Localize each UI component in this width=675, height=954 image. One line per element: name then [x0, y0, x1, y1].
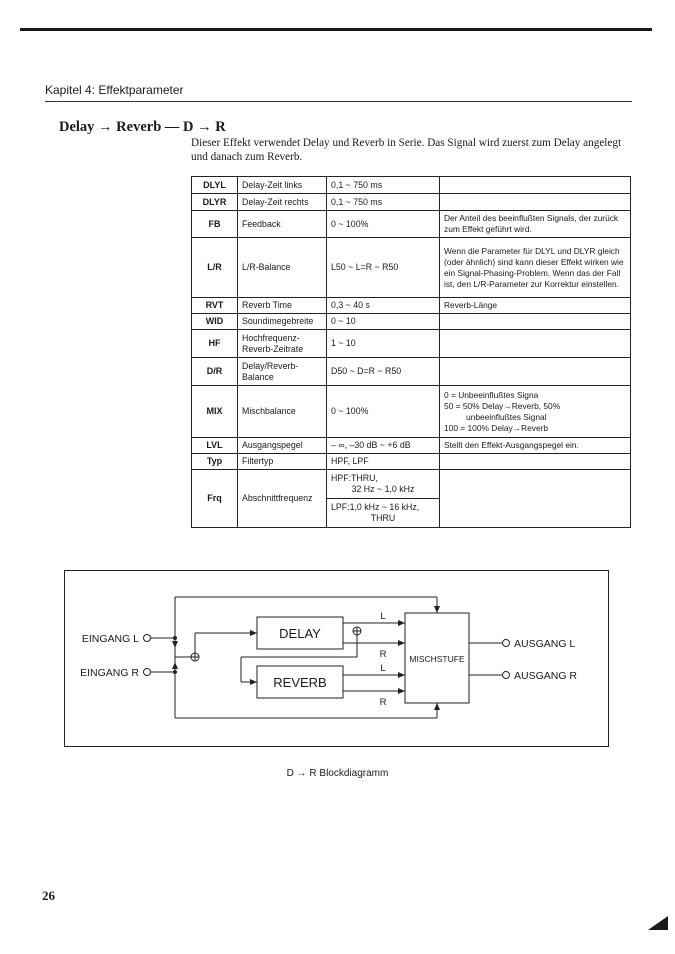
param-code: WID: [192, 314, 238, 330]
table-row: [192, 386, 631, 438]
param-code: DLYL: [192, 177, 238, 194]
param-note: Wenn die Parameter für DLYL und DLYR gleich (oder ähnlich) sind kann dieser Effekt wirken wie ein Signal-Phasing-Problem. Wenn das der Fall ist, den L/R-Parameter zur Korrektur einstellen.: [440, 238, 631, 298]
table-row: [192, 330, 631, 358]
param-range: 1 ~ 10: [327, 330, 440, 358]
param-code: HF: [192, 330, 238, 358]
table-row: [192, 194, 631, 211]
mix-note-line: 0 = Unbeeinflußtes Signa: [444, 389, 539, 400]
param-code: RVT: [192, 298, 238, 314]
table-row: [192, 358, 631, 386]
param-note: Reverb-Länge: [440, 298, 631, 314]
table-row: [192, 454, 631, 470]
param-range: D50 ~ D=R ~ R50: [327, 358, 440, 386]
block-diagram: [64, 570, 609, 747]
thumb-tab-mark: [648, 916, 668, 930]
param-name: Ausgangspegel: [238, 438, 327, 454]
chapter-header: Kapitel 4: Effektparameter: [45, 83, 184, 97]
delay-block-label: DELAY: [279, 626, 321, 641]
block-diagram-svg: [65, 571, 608, 746]
frq-lpf-range: [327, 499, 439, 527]
frq-hpf-line: HPF:THRU,: [331, 473, 378, 483]
reverb-block-label: REVERB: [273, 675, 327, 690]
table-row: [192, 211, 631, 238]
delay-l-tag: L: [380, 611, 386, 622]
param-name: Feedback: [238, 211, 327, 238]
output-l-label: AUSGANG L: [514, 638, 576, 650]
param-note: Der Anteil des beeinflußten Signals, der zurück zum Effekt geführt wird.: [440, 211, 631, 238]
param-range: 0,1 ~ 750 ms: [327, 177, 440, 194]
param-range: 0,1 ~ 750 ms: [327, 194, 440, 211]
section-intro: Dieser Effekt verwendet Delay und Reverb in Serie. Das Signal wird zuerst zum Delay angelegt und danach zum Reverb.: [191, 137, 622, 163]
top-rule: [20, 28, 652, 31]
input-r-label: EINGANG R: [80, 667, 139, 679]
param-name: Mischbalance: [238, 386, 327, 438]
mixer-label: MISCHSTUFE: [409, 654, 465, 664]
frq-lpf-line: LPF:1,0 kHz ~ 16 kHz,: [331, 502, 420, 512]
param-code: Frq: [192, 470, 238, 528]
chapter-rule: [45, 101, 632, 102]
output-r-label: AUSGANG R: [514, 670, 578, 682]
frq-hpf-line: 32 Hz ~ 1,0 kHz: [351, 484, 415, 494]
param-note: Stellt den Effekt-Ausgangspegel ein.: [440, 438, 631, 454]
mix-note-line: unbeeinflußtes Signal: [466, 411, 547, 422]
page-number: 26: [42, 888, 55, 903]
param-name: Reverb Time: [238, 298, 327, 314]
frq-lpf-line: THRU: [370, 513, 396, 523]
param-code: D/R: [192, 358, 238, 386]
section-title: Delay → Reverb — D → R: [59, 119, 226, 135]
param-range: 0 ~ 100%: [327, 211, 440, 238]
table-row: [192, 177, 631, 194]
mix-note-line: 50 = 50% Delay→Reverb, 50%: [444, 400, 561, 411]
mix-note-line: 100 = 100% Delay→Reverb: [444, 422, 549, 433]
param-range: – ∞, –30 dB ~ +6 dB: [327, 438, 440, 454]
diagram-caption: D → R Blockdiagramm: [286, 768, 389, 779]
table-row: [192, 238, 631, 298]
param-code: DLYR: [192, 194, 238, 211]
param-code: FB: [192, 211, 238, 238]
table-row: [192, 298, 631, 314]
param-note: [440, 454, 631, 470]
param-code: Typ: [192, 454, 238, 470]
param-code: LVL: [192, 438, 238, 454]
reverb-l-tag: L: [380, 663, 386, 674]
param-name: Delay-Zeit links: [238, 177, 327, 194]
frq-hpf-range: [327, 470, 439, 499]
param-note: [440, 330, 631, 358]
param-code: MIX: [192, 386, 238, 438]
table-row: [192, 314, 631, 330]
delay-r-tag: R: [379, 649, 387, 660]
param-name: L/R-Balance: [238, 238, 327, 298]
param-note: [440, 470, 631, 528]
param-note: [440, 386, 631, 438]
param-name: Filtertyp: [238, 454, 327, 470]
parameter-table: [191, 176, 631, 528]
param-name: Hochfrequenz-Reverb-Zeitrate: [238, 330, 327, 358]
param-note: [440, 194, 631, 211]
param-name: Delay/Reverb-Balance: [238, 358, 327, 386]
param-name: Soundimegebreite: [238, 314, 327, 330]
param-note: [440, 314, 631, 330]
param-note: [440, 358, 631, 386]
param-range: 0,3 ~ 40 s: [327, 298, 440, 314]
param-range: 0 ~ 100%: [327, 386, 440, 438]
param-note: [440, 177, 631, 194]
table-row: [192, 438, 631, 454]
param-range: [327, 470, 440, 528]
reverb-r-tag: R: [379, 697, 387, 708]
table-row: [192, 470, 631, 528]
param-range: L50 ~ L=R ~ R50: [327, 238, 440, 298]
param-name: Abschnittfrequenz: [238, 470, 327, 528]
param-range: 0 ~ 10: [327, 314, 440, 330]
param-name: Delay-Zeit rechts: [238, 194, 327, 211]
param-range: HPF, LPF: [327, 454, 440, 470]
param-code: L/R: [192, 238, 238, 298]
input-l-label: EINGANG L: [81, 633, 139, 645]
